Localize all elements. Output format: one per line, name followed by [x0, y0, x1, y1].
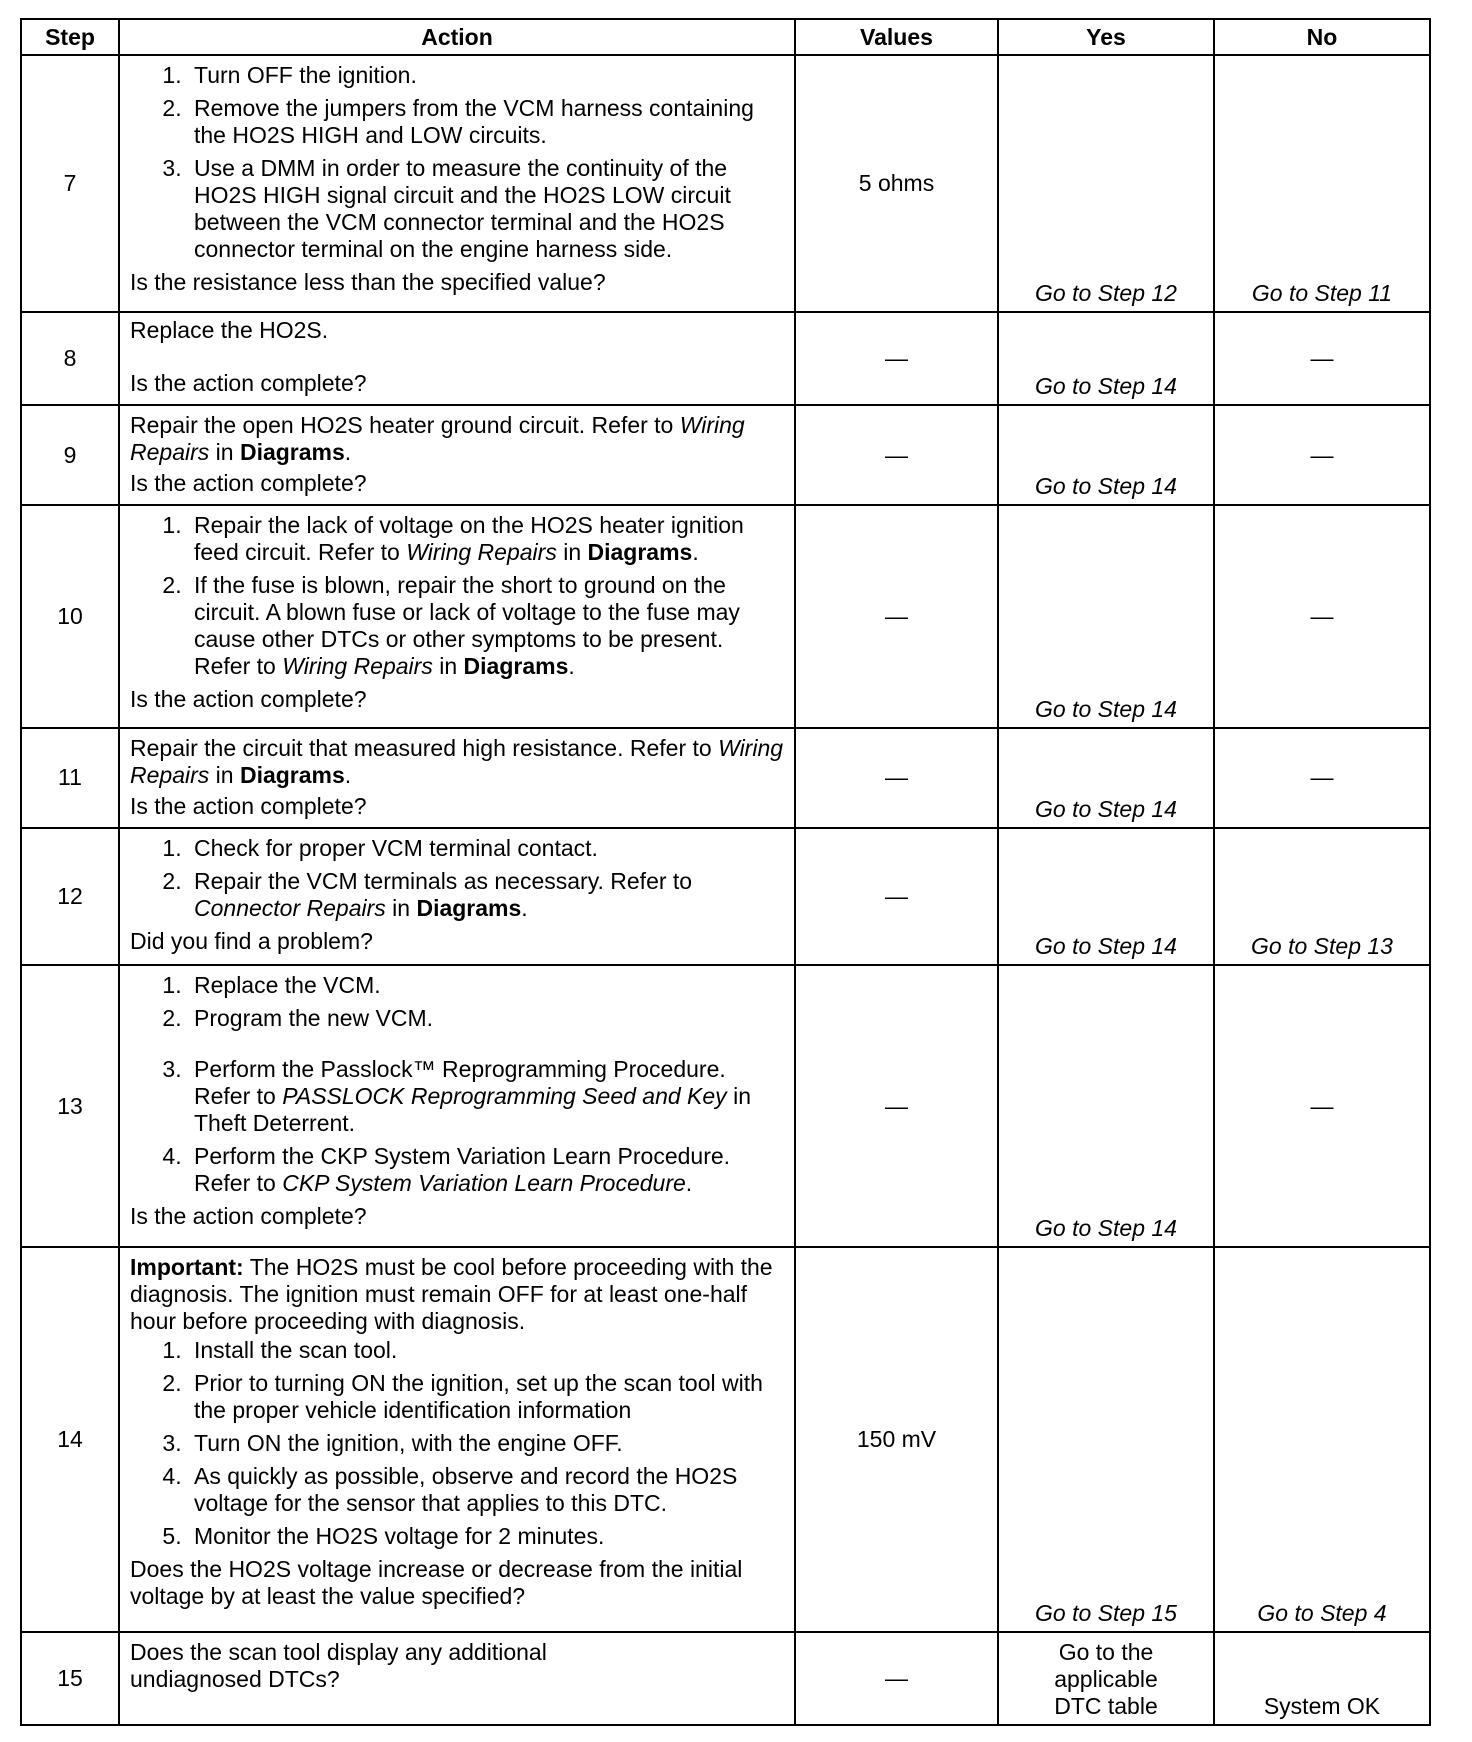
action-step: 2. Program the new VCM.: [188, 1005, 784, 1032]
action-steps: [130, 1337, 784, 1550]
action-question: Is the action complete?: [130, 1203, 367, 1230]
action-step: 5. Monitor the HO2S voltage for 2 minutes.: [188, 1523, 784, 1550]
action-cell: [119, 965, 795, 1247]
action-step: 3. Turn ON the ignition, with the engine OFF.: [188, 1430, 784, 1457]
action-text-part: Perform the Passlock™ Reprogramming Procedure. Refer to: [194, 1056, 726, 1110]
important-text: The HO2S must be cool before proceeding with the diagnosis. The ignition must remain OFF for at least one-half hour before proceeding with diagnosis.: [130, 1254, 773, 1335]
reference-link-text: PASSLOCK Reprogramming Seed and Key: [282, 1083, 727, 1110]
yes-cell: Go to Step 14: [998, 828, 1214, 965]
action-text-part: If the fuse is blown, repair the short to ground on the circuit. A blown fuse or lack of voltage to the fuse may cause other DTCs or other symptoms to be present. Refer to: [194, 572, 740, 680]
yes-cell: Go to Step 12: [998, 55, 1214, 312]
table-row-step-8: [21, 312, 1430, 405]
action-step: 4. As quickly as possible, observe and record the HO2S voltage for the sensor that applies to this DTC.: [188, 1463, 784, 1517]
values-cell: —: [795, 505, 998, 727]
action-text-part: Repair the open HO2S heater ground circuit. Refer to: [130, 411, 680, 438]
no-cell: —: [1214, 505, 1430, 727]
step-number: 13: [21, 965, 119, 1247]
table-row-step-10: [21, 505, 1430, 727]
action-question: Does the scan tool display any additional undiagnosed DTCs?: [130, 1638, 547, 1692]
action-text-part: in: [556, 539, 588, 566]
action-question: Is the action complete?: [130, 792, 367, 819]
values-cell: —: [795, 1632, 998, 1725]
action-text-part: Repair the circuit that measured high resistance. Refer to: [130, 734, 719, 761]
reference-manual: Diagrams: [587, 539, 693, 566]
no-cell: System OK: [1214, 1632, 1430, 1725]
reference-manual: Diagrams: [463, 653, 569, 680]
action-text: Repair the open HO2S heater ground circuit. Refer to Wiring Repairs in Diagrams.: [130, 411, 745, 465]
action-steps: [130, 512, 784, 680]
action-question: Is the resistance less than the specified value?: [130, 269, 606, 295]
values-cell: —: [795, 828, 998, 965]
header-no: No: [1214, 19, 1430, 55]
step-number: 7: [21, 55, 119, 312]
step-number: 14: [21, 1247, 119, 1631]
action-cell: [119, 312, 795, 405]
no-cell: Go to Step 13: [1214, 828, 1430, 965]
yes-cell: Go to the applicable DTC table: [998, 1632, 1214, 1725]
action-text: Repair the circuit that measured high resistance. Refer to Wiring Repairs in Diagrams.: [130, 734, 784, 788]
action-cell: [119, 55, 795, 312]
action-question: Is the action complete?: [130, 686, 367, 713]
reference-link-text: Connector Repairs: [194, 895, 386, 922]
no-cell: —: [1214, 728, 1430, 829]
no-cell: —: [1214, 312, 1430, 405]
table-row-step-15: [21, 1632, 1430, 1725]
action-step: 3. Use a DMM in order to measure the continuity of the HO2S HIGH signal circuit and the HO2S LOW circuit between the VCM connector terminal and the HO2S connector terminal on the engine harness side.: [188, 155, 784, 263]
action-text-part: in: [209, 438, 240, 465]
action-step: 2. Prior to turning ON the ignition, set up the scan tool with the proper vehicle identification information: [188, 1370, 784, 1424]
step-number: 8: [21, 312, 119, 405]
no-cell: Go to Step 4: [1214, 1247, 1430, 1631]
action-text-part: in: [385, 895, 417, 922]
header-row: [21, 19, 1430, 55]
action-text-part: Repair the VCM terminals as necessary. Refer to: [194, 868, 693, 895]
action-cell: [119, 505, 795, 727]
values-cell: —: [795, 965, 998, 1247]
action-cell: [119, 728, 795, 829]
action-step: 1. Repair the lack of voltage on the HO2S heater ignition feed circuit. Refer to Wiring Repairs in Diagrams.: [188, 512, 784, 566]
action-text-part: in Theft Deterrent.: [194, 1083, 751, 1137]
action-step: [188, 1056, 784, 1137]
step-number: 9: [21, 405, 119, 506]
table-row-step-11: [21, 728, 1430, 829]
action-step: 2. If the fuse is blown, repair the short to ground on the circuit. A blown fuse or lack of voltage to the fuse may cause other DTCs or other symptoms to be present. Refer to Wiring Repairs in Diagrams.: [188, 572, 784, 680]
reference-manual: Diagrams: [239, 438, 345, 465]
action-step: 2. Repair the VCM terminals as necessary. Refer to Connector Repairs in Diagrams.: [188, 868, 784, 922]
yes-cell: Go to Step 14: [998, 405, 1214, 506]
step-number: 12: [21, 828, 119, 965]
values-cell: —: [795, 405, 998, 506]
action-step: 2. Remove the jumpers from the VCM harness containing the HO2S HIGH and LOW circuits.: [188, 95, 784, 149]
yes-cell: Go to Step 14: [998, 505, 1214, 727]
action-question: Does the HO2S voltage increase or decrease from the initial voltage by at least the value specified?: [130, 1556, 743, 1610]
yes-cell: Go to Step 14: [998, 728, 1214, 829]
action-cell: [119, 405, 795, 506]
important-label: Important:: [130, 1254, 244, 1281]
action-step: 1. Turn OFF the ignition.: [188, 62, 784, 89]
yes-cell: Go to Step 14: [998, 312, 1214, 405]
action-step: 1. Replace the VCM.: [188, 972, 784, 999]
step-number: 11: [21, 728, 119, 829]
table-row-step-9: [21, 405, 1430, 506]
reference-manual: Diagrams: [416, 895, 522, 922]
action-step: 4. Perform the CKP System Variation Learn Procedure. Refer to CKP System Variation Learn Procedure.: [188, 1143, 784, 1197]
header-values: Values: [795, 19, 998, 55]
yes-cell: Go to Step 14: [998, 965, 1214, 1247]
reference-manual: Diagrams: [239, 761, 345, 788]
table-row-step-12: [21, 828, 1430, 965]
yes-cell: Go to Step 15: [998, 1247, 1214, 1631]
values-cell: —: [795, 312, 998, 405]
table-row-step-7: [21, 55, 1430, 312]
reference-link-text: CKP System Variation Learn Procedure: [282, 1170, 686, 1197]
action-question: Is the action complete?: [130, 469, 367, 496]
action-steps: [130, 835, 784, 922]
action-text-part: in: [209, 761, 240, 788]
diagnostic-table: [20, 18, 1431, 1726]
reference-link-text: Wiring Repairs: [130, 411, 745, 465]
action-question: Is the action complete?: [130, 369, 367, 396]
no-cell: —: [1214, 965, 1430, 1247]
header-yes: Yes: [998, 19, 1214, 55]
action-cell: [119, 828, 795, 965]
values-cell: 5 ohms: [795, 55, 998, 312]
action-question: Did you find a problem?: [130, 928, 373, 955]
action-cell: [119, 1632, 795, 1725]
action-step: 1. Check for proper VCM terminal contact.: [188, 835, 784, 862]
values-cell: 150 mV: [795, 1247, 998, 1631]
header-action: Action: [119, 19, 795, 55]
step-number: 10: [21, 505, 119, 727]
action-text: Replace the HO2S.: [130, 316, 329, 343]
action-text-part: Repair the lack of voltage on the HO2S heater ignition feed circuit. Refer to: [194, 512, 744, 566]
table-row-step-14: [21, 1247, 1430, 1631]
action-cell: [119, 1247, 795, 1631]
action-steps: [130, 62, 784, 263]
no-cell: —: [1214, 405, 1430, 506]
no-cell: Go to Step 11: [1214, 55, 1430, 312]
action-text-part: Perform the CKP System Variation Learn Procedure. Refer to: [194, 1143, 731, 1197]
action-steps: [130, 972, 784, 1197]
action-step: 1. Install the scan tool.: [188, 1337, 784, 1364]
reference-link-text: Wiring Repairs: [406, 539, 557, 566]
step-number: 15: [21, 1632, 119, 1725]
reference-link-text: Wiring Repairs: [130, 734, 784, 788]
reference-link-text: Wiring Repairs: [282, 653, 433, 680]
values-cell: —: [795, 728, 998, 829]
important-note: [130, 1254, 784, 1335]
action-text-part: in: [432, 653, 464, 680]
header-step: Step: [21, 19, 119, 55]
table-row-step-13: [21, 965, 1430, 1247]
